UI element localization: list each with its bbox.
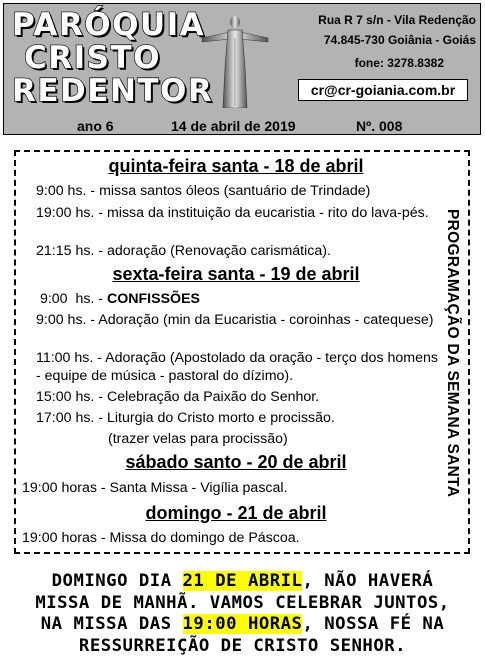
notice-line-1	[0, 571, 485, 593]
notice-text: , NÃO HAVERÁ	[302, 571, 434, 591]
schedule-line-time: 9:00 hs. -	[36, 291, 107, 307]
phone-number: fone: 3278.8382	[354, 56, 444, 70]
schedule-line: 9:00 hs. - Adoração (min da Eucaristia - coroinhas - catequese)	[36, 312, 434, 328]
bulletin-header	[3, 3, 481, 135]
section-heading-friday: sexta-feira santa - 19 de abril	[112, 264, 360, 284]
highlighted-date: 21 DE ABRIL	[182, 571, 303, 591]
schedule-line: 15:00 hs. - Celebração da Paixão do Senhor.	[36, 389, 320, 405]
parish-title-line-1: PARÓQUIA	[12, 7, 206, 43]
holy-week-schedule	[14, 150, 470, 554]
email-address: cr@cr-goiania.com.br	[298, 79, 468, 101]
schedule-line: 11:00 hs. - Adoração (Apostolado da oração - terço dos homens - equipe de música - pastoral do dízimo).	[36, 350, 438, 384]
confessions-label: CONFISSÕES	[106, 291, 201, 307]
section-heading-saturday: sábado santo - 20 de abril	[125, 452, 347, 472]
schedule-line	[36, 290, 454, 308]
edition-year: ano 6	[77, 118, 114, 134]
highlighted-time: 19:00 HORAS	[182, 614, 303, 634]
notice-line-3	[0, 614, 485, 636]
issue-number: Nº. 008	[356, 118, 403, 134]
schedule-line-note: (trazer velas para procissão)	[108, 431, 288, 447]
address-street: Rua R 7 s/n - Vila Redenção	[318, 13, 476, 27]
notice-text: NA MISSA DAS	[40, 614, 183, 634]
christ-redeemer-statue-icon	[200, 8, 270, 108]
schedule-line: 17:00 hs. - Liturgia do Cristo morto e procissão.	[36, 410, 335, 426]
section-heading-thursday: quinta-feira santa - 18 de abril	[108, 156, 364, 176]
issue-date: 14 de abril de 2019	[171, 118, 296, 134]
schedule-line: 19:00 horas - Santa Missa - Vigília pascal.	[22, 480, 288, 496]
schedule-line: 19:00 horas - Missa do domingo de Páscoa.	[22, 530, 300, 546]
notice-text: , NOSSA FÉ NA	[302, 614, 445, 634]
schedule-line: 21:15 hs. - adoração (Renovação carismática).	[36, 243, 331, 259]
notice-line-4: RESSURREIÇÃO DE CRISTO SENHOR.	[78, 635, 407, 656]
sunday-notice	[0, 571, 485, 657]
schedule-line: 9:00 hs. - missa santos óleos (santuário de Trindade)	[36, 183, 371, 199]
schedule-side-title: PROGRAMAÇÃO DA SEMANA SANTA	[444, 208, 461, 498]
notice-line-2: MISSA DE MANHÃ. VAMOS CELEBRAR JUNTOS,	[35, 592, 450, 613]
notice-text: DOMINGO DIA	[51, 571, 183, 591]
address-city: 74.845-730 Goiânia - Goiás	[323, 33, 476, 47]
parish-title-line-3: REDENTOR	[12, 73, 214, 109]
section-heading-sunday: domingo - 21 de abril	[145, 503, 327, 523]
schedule-line: 19:00 hs. - missa da instituição da eucaristia - rito do lava-pés.	[36, 205, 429, 221]
parish-title-line-2: CRISTO	[24, 40, 161, 76]
